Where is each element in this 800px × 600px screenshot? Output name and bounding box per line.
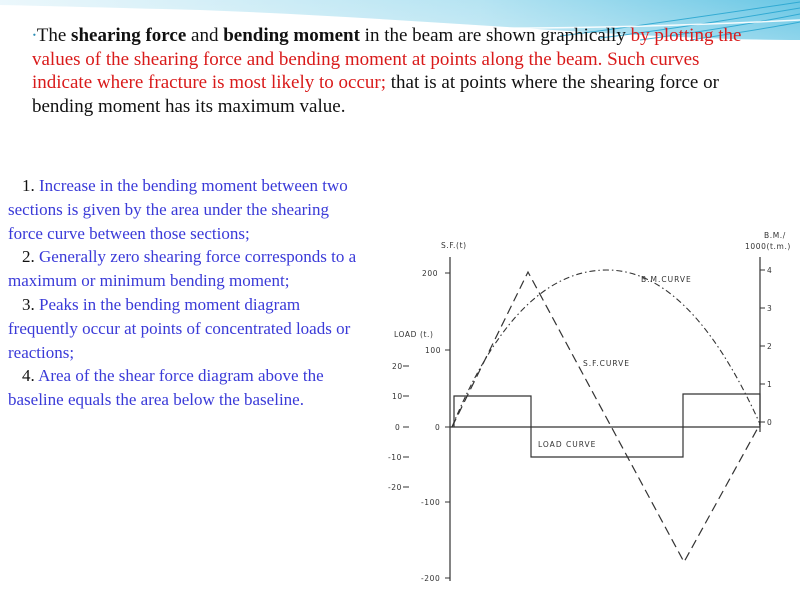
point-number: 1. [22,176,39,195]
term-bending-moment: bending moment [223,25,360,46]
point-number: 2. [22,247,39,267]
bm-curve [452,270,760,427]
point-4 [8,364,358,412]
sf-curve-label: S.F.CURVE [583,359,631,368]
bm-ticks [760,266,772,427]
point-text: Peaks in the bending moment diagram frequently occur at points of concentrated loads or reactions; [8,294,351,362]
highlighted-text: by plotting the values of the shearing force and bending moment at points along the beam. Such curves indicate where fracture is most likely to occur; [32,25,742,93]
bm-axis-label-1: B.M./ [764,232,786,240]
sf-tick-label: 100 [425,346,442,355]
bm-tick-label: 2 [767,342,773,351]
point-text: Generally zero shearing force corresponds to a maximum or minimum bending moment; [8,247,357,291]
load-tick-label: 10 [392,392,403,401]
load-tick-label: 0 [395,423,401,432]
load-tick-label: -10 [388,453,403,462]
intro-text: in the beam are shown graphically [359,25,631,46]
point-3 [8,293,358,364]
load-curve [454,394,760,457]
point-text: Area of the shear force diagram above the baseline equals the area below the baseline. [8,366,324,410]
load-curve-label: LOAD CURVE [538,440,597,449]
sf-tick-label: 0 [435,423,441,432]
point-text: Increase in the bending moment between two sections is given by the area under the shearing force curve between those sections; [8,176,348,243]
bm-tick-label: 1 [767,380,773,389]
load-ticks [388,362,409,492]
intro-paragraph [32,24,762,118]
sf-bm-load-diagram [381,232,800,584]
load-tick-label: 20 [392,362,403,371]
bm-tick-label: 3 [767,304,773,313]
sf-ticks [421,269,450,583]
beam-diagram-figure [381,232,800,584]
bm-curve-label: B.M.CURVE [641,275,692,284]
bm-axis-label-2: 1000(t.m.) [745,242,791,251]
point-2 [8,245,358,293]
sf-tick-label: -100 [421,498,441,507]
sf-tick-label: 200 [422,269,439,278]
point-number: 4. [22,366,39,386]
intro-text: The [36,25,72,46]
sf-tick-label: -200 [421,574,441,583]
load-tick-label: -20 [388,483,403,492]
point-number: 3. [22,294,39,314]
bm-tick-label: 0 [767,418,773,427]
load-axis-label: LOAD (t.) [394,330,434,339]
term-shearing-force: shearing force [71,25,187,46]
sf-curve [452,272,760,562]
intro-text: that is at points where the shearing force or bending moment has its maximum value. [32,72,719,117]
sf-axis-label: S.F.(t) [441,241,467,250]
intro-text: and [186,25,224,46]
bm-tick-label: 4 [767,266,773,275]
point-1 [8,174,358,245]
numbered-points [8,174,358,412]
bullet-icon: ∙ [32,25,37,46]
